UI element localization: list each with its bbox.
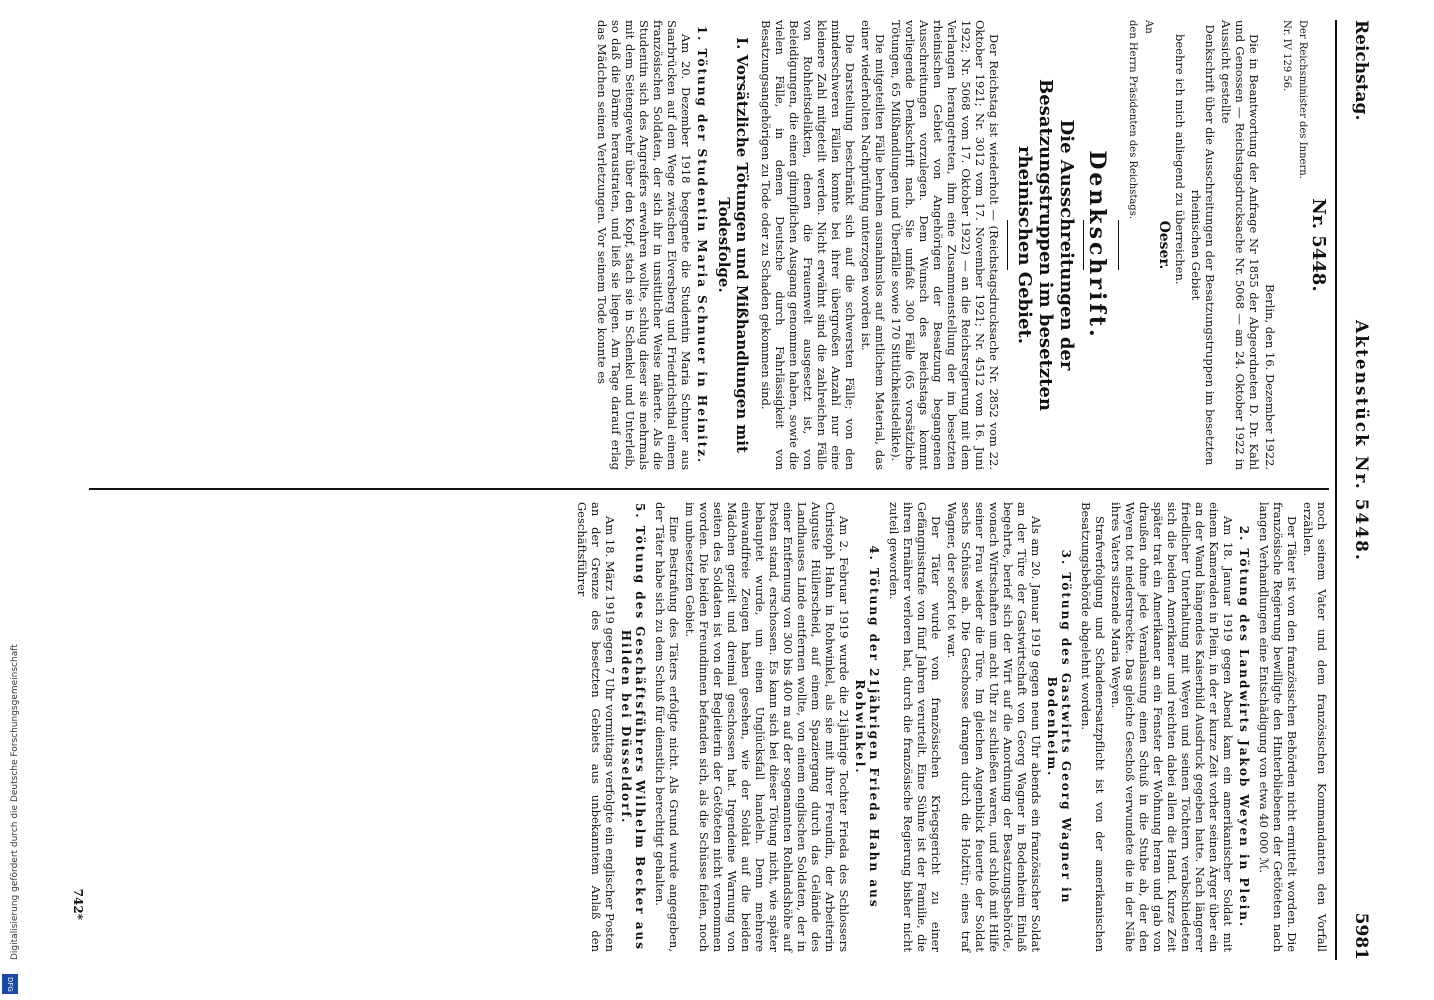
paragraph: Der Täter wurde vom französischen Kriegsgericht zu einer Gefängnisstrafe von fünf Jahren verurteilt. Eine Sühne ist der Familie, die ihren Ernährer verloren hat, durch die französische Regierung bisher nicht zuteil geworden.	[887, 502, 943, 952]
paragraph: Am 2. Februar 1919 wurde die 21jährige Tochter Frieda des Schlossers Christoph Hahn in Rohwinkel, als sie mit ihrer Freundin, der Arbeiterin Auguste Hüllerscheid, auf einem Spaziergang durch das Gelände des Landhauses Linde entfernen wollte, von einem englischen Soldaten, der in einer Entfernung von 300 bis 400 m auf der sogenannten Rohlandshöhe auf Posten stand, erschossen. Es kann sich bei dieser Tötung nicht, wie später behauptet wurde, um einen Unglücksfall handeln. Denn mehrere einwandfreie Zeugen haben gesehen, wie der Soldat auf die beiden Mädchen gezielt und dreimal geschossen hat. Irgendeine Warnung von seiten des Soldaten ist von der Begleiterin der Getöteten nicht vernommen worden. Die beiden Freundinnen befanden sich, als die Schüsse fielen, noch im unbesetzten Gebiet.	[683, 502, 851, 952]
credit-text: Digitalisierung gefördert durch die Deutsche Forschungsgemeinschaft	[10, 644, 20, 960]
column-divider	[89, 488, 1329, 490]
case-heading: 4. Tötung der 21jährigen Frieda Hahn aus Rohwinkel.	[853, 545, 881, 909]
paragraph: Strafverfolgung und Schadenersatzpflicht ist von der amerikanischen Besatzungsbehörde abgelehnt worden.	[1079, 502, 1107, 952]
header-center: Aktenstück Nr. 5448.	[1351, 320, 1371, 562]
dfg-logo: DFG	[2, 974, 18, 994]
header-rule	[1335, 20, 1337, 960]
right-column	[573, 502, 1329, 952]
rotated-document	[55, 20, 1375, 960]
digitization-credit	[0, 0, 20, 1000]
case-heading: 3. Tötung des Gastwirts Georg Wagner in Bodenheim.	[1045, 549, 1073, 905]
paragraph: Am 20. Dezember 1918 begegnete die Studentin Maria Schnuer aus Saarbrücken auf dem Wege zwischen Elversberg und Friedrichsthal einem französischen Soldaten, der sich ihr in unsittlicher Weise näherte. Als die Studentin sich des Angreifers erwehren wollte, schlug dieser sie mehrmals mit dem Seitengewehr über den Kopf, stach sie in Schenkel und Unterleib, so daß die Därme heraustraten, und ließ sie liegen. Am Tage darauf erlag das Mädchen seinen Verletzungen. Vor seinem Tode konnte es	[595, 20, 693, 470]
enclosure-line: beehre ich mich anliegend zu überreichen.	[1173, 34, 1187, 285]
paragraph: Der Reichstag ist wiederholt — (Reichstagsdrucksache Nr. 2852 vom 22. Oktober 1921; Nr. 3012 vom 17. November 1921; Nr. 4512 vom 16. Juni 1922; Nr. 5068 vom 17. Oktober 1922) — an die Reichsregierung mit dem Verlangen herangetreten, ihm eine Zusammenstellung der im besetzten rheinischen Gebiet von Angehörigen der Besatzung begangenen Ausschreitungen vorzulegen. Dem Wunsch des Reichstags kommt vorliegende Denkschrift nach. Sie umfaßt 300 Fälle (65 vorsätzliche Tötungen, 65 Mißhandlungen und Überfälle sowie 170 Sittlichkeitsdelikte).	[889, 20, 1001, 470]
signature: Oeser.	[1156, 220, 1172, 270]
memo-title: Denkschrift über die Ausschreitungen der Besatzungstruppen im besetzten rheinischen Gebiet	[1189, 24, 1217, 466]
paragraph: Die Darstellung beschränkt sich auf die schwersten Fälle; von den minderschweren Fällen konnte bei ihrer übergroßen Anzahl nur eine kleinere Zahl mitgeteilt werden. Nicht erwähnt sind die zahlreichen Fälle von Rohheitsdelikten, denen die Frauenwelt ausgesetzt ist, von Beleidigungen, die einen glimpflichen Ausgang genommen haben, sowie die vielen Fälle, in denen Deutsche durch Fahrlässigkeit von Besatzungsangehörigen zu Tode oder zu Schaden gekommen sind.	[759, 20, 857, 470]
main-title: Die Ausschreitungen der Besatzungstruppen im besetzten rheinischen Gebiet.	[1014, 79, 1077, 411]
running-header	[1341, 20, 1375, 960]
paragraph: Am 18. März 1919 gegen 7 Uhr vormittags verfolgte ein englischer Posten an der Grenze des besetzten Gebiets aus unbekanntem Anlaß den Geschäftsführer	[575, 502, 617, 952]
header-left: Reichstag.	[1351, 20, 1371, 121]
section-heading: I. Vorsätzliche Tötungen und Mißhandlungen mit Todesfolge.	[715, 37, 751, 453]
sender: Der Reichsminister des Innern.	[1297, 20, 1308, 179]
paragraph: noch seinem Vater und dem französischen Kommandanten den Vorfall erzählen.	[1301, 502, 1329, 952]
paragraph: Als am 20. Januar 1919 gegen neun Uhr abends ein französischer Soldat an der Türe der Gastwirtschaft von Georg Wagner in Bodenheim Einlaß begehrte, berief sich der Wirt auf die Anordnung der Besatzungsbehörde, wonach Wirtschaften um acht Uhr zu schließen waren, und schloß mit Hilfe seiner Frau wieder die Türe. Im gleichen Augenblick feuerte der Soldat sechs Schüsse ab. Die Geschosse drangen durch die Holztür; eines traf Wagner, der sofort tot war.	[945, 502, 1043, 952]
reference: Nr. IV 129 56.	[1281, 20, 1292, 92]
separator-rule	[1007, 220, 1008, 270]
date-line: Berlin, den 16. Dezember 1922.	[1263, 283, 1277, 470]
intro-paragraph: Die in Beantwortung der Anfrage Nr 1855 der Abgeordneten D. Dr. Kahl und Genossen — Reichstagsdrucksache Nr. 5068 — am 24. Oktober 1922 in Aussicht gestellte	[1219, 20, 1261, 470]
page-number: 5981	[1351, 912, 1371, 960]
case-heading: 2. Tötung des Landwirts Jakob Weyen in Plein.	[1237, 525, 1251, 929]
signature-mark: 742*	[71, 888, 85, 920]
case-heading: 5. Tötung des Geschäftsführers Wilhelm Becker aus Hilden bei Düsseldorf.	[619, 503, 647, 951]
paragraph: Am 18. Januar 1919 gegen Abend kam ein amerikanischer Soldat mit einem Kameraden in Plein, in der er kurze Zeit vorher seinen Ärger über ein an der Wand hängendes Kaiserbild Ausdruck gegeben hatte. Nach längerer friedlicher Unterhaltung mit Weyen und seinen Töchtern verabschiedeten sich die beiden Amerikaner und reichten dabei allen die Hand. Kurze Zeit später trat ein Amerikaner an ein Fenster der Wohnung heran und gab von draußen ohne jede Veranlassung einen Schuß in die Stube ab, der den Weyen tot niederstreckte. Das gleiche Geschoß verwundete die in der Nähe ihres Vaters sitzende Maria Weyen.	[1109, 502, 1235, 952]
addressee: den Herrn Präsidenten des Reichstags.	[1127, 20, 1138, 220]
denkschrift-title: Denkschrift.	[1084, 150, 1110, 340]
case-heading: 1. Tötung der Studentin Maria Schnuer in Heinitz.	[695, 25, 709, 465]
separator-rule	[1118, 220, 1119, 270]
left-column	[593, 20, 1329, 470]
paragraph: Eine Bestrafung des Täters erfolgte nicht. Als Grund wurde angegeben, der Täter habe sich zu dem Schuß für dienstlich berechtigt gehalten.	[653, 502, 681, 952]
to-label: An	[1143, 20, 1154, 34]
document-number: Nr. 5448.	[1308, 198, 1329, 292]
paragraph: Die mitgeteilten Fälle beruhen ausnahmslos auf amtlichem Material, das einer wiederholten Nachprüfung unterzogen worden ist.	[859, 20, 887, 470]
paragraph: Der Täter ist von den französischen Behörden nicht ermittelt worden. Die französische Regierung bewilligte den Hinterbliebenen der Getöteten nach langen Verhandlungen eine Entschädigung von etwa 40 000 ℳ.	[1257, 502, 1299, 952]
